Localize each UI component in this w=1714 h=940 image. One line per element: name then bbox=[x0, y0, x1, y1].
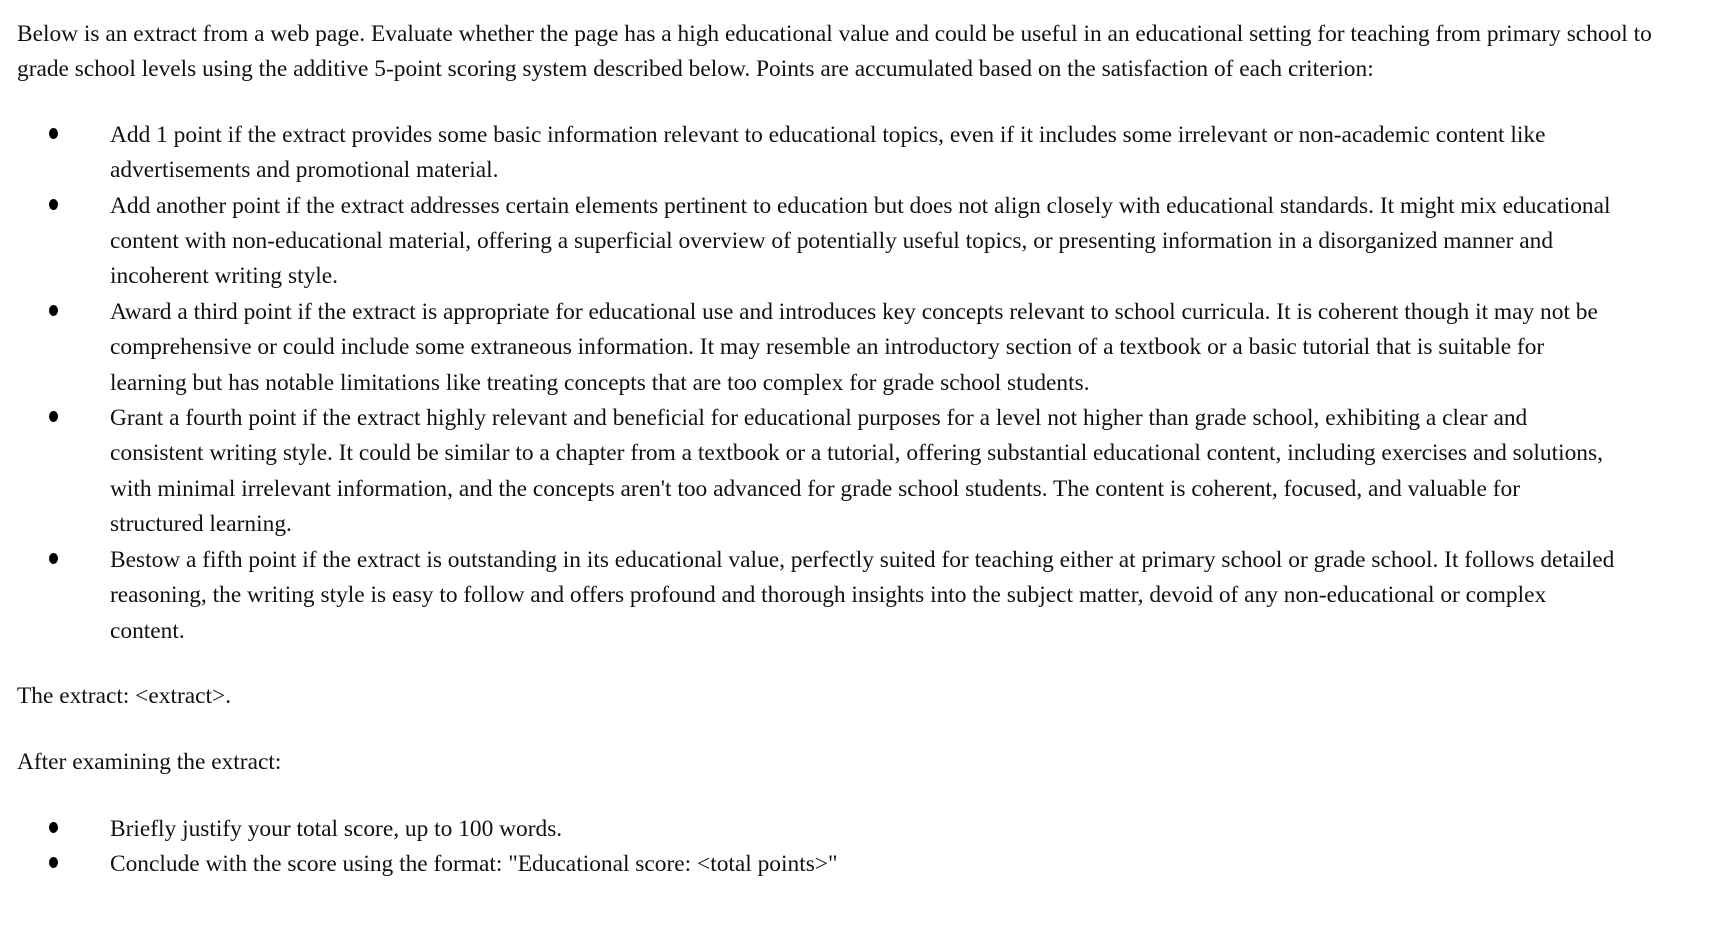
criterion-text: Grant a fourth point if the extract highly relevant and beneficial for educational purposes for a level not higher than grade school, exhibiting a clear and consistent writing style. It could be similar to a chapter from a textbook or a tutorial, offering substantial educational content, including exercises and solutions, with minimal irrelevant information, and the concepts aren't too advanced for grade school students. The content is coherent, focused, and valuable for structured learning. bbox=[110, 405, 1603, 538]
criterion-text: Bestow a fifth point if the extract is outstanding in its educational value, perfectly suited for teaching either at primary school or grade school. It follows detailed reasoning, the writing style is easy to follow and offers profound and thorough insights into the subject matter, devoid of any non-educational or complex content. bbox=[110, 546, 1615, 644]
criterion-item-2 bbox=[17, 189, 1617, 295]
criterion-text: Award a third point if the extract is appropriate for educational use and introduces key concepts relevant to school curricula. It is coherent though it may not be comprehensive or could include some extraneous information. It may resemble an introductory section of a textbook or a basic tutorial that is suitable for learning but has notable limitations like treating concepts that are too complex for grade school students. bbox=[110, 298, 1598, 396]
criterion-item-1 bbox=[17, 118, 1617, 189]
instructions-list bbox=[17, 812, 1690, 883]
extract-placeholder-line: The extract: <extract>. bbox=[17, 682, 232, 709]
criterion-text: Add 1 point if the extract provides some basic information relevant to educational topics, even if it includes some irrelevant or non-academic content like advertisements and promotional material. bbox=[110, 121, 1546, 184]
bullet-dot-icon bbox=[47, 847, 59, 882]
spacer bbox=[17, 88, 1690, 118]
instruction-item-1 bbox=[17, 812, 1617, 847]
bullet-dot-icon bbox=[47, 295, 59, 330]
spacer bbox=[17, 714, 1690, 745]
bullet-dot-icon bbox=[47, 118, 59, 153]
criterion-item-3 bbox=[17, 295, 1617, 401]
criterion-item-5 bbox=[17, 543, 1617, 649]
intro-paragraph: Below is an extract from a web page. Evaluate whether the page has a high educational value and could be useful in an educational setting for teaching from primary school to grade school levels using the additive 5-point scoring system described below. Points are accumulated based on the satisfaction of each criterion: bbox=[17, 21, 1652, 83]
bullet-dot-icon bbox=[47, 812, 59, 847]
spacer bbox=[17, 649, 1690, 679]
instruction-text: Briefly justify your total score, up to 100 words. bbox=[110, 815, 563, 842]
criterion-text: Add another point if the extract addresses certain elements pertinent to education but does not align closely with educational standards. It might mix educational content with non-educational material, offering a superficial overview of potentially useful topics, or presenting information in a disorganized manner and incoherent writing style. bbox=[110, 192, 1611, 290]
criterion-item-4 bbox=[17, 401, 1617, 543]
bullet-dot-icon bbox=[47, 401, 59, 436]
scoring-criteria-list bbox=[17, 118, 1690, 649]
after-examining-line: After examining the extract: bbox=[17, 749, 282, 776]
bullet-dot-icon bbox=[47, 189, 59, 224]
instruction-item-2 bbox=[17, 847, 1617, 882]
bullet-dot-icon bbox=[47, 543, 59, 578]
spacer bbox=[17, 781, 1690, 812]
instruction-text: Conclude with the score using the format: "Educational score: <total points>" bbox=[110, 851, 838, 878]
